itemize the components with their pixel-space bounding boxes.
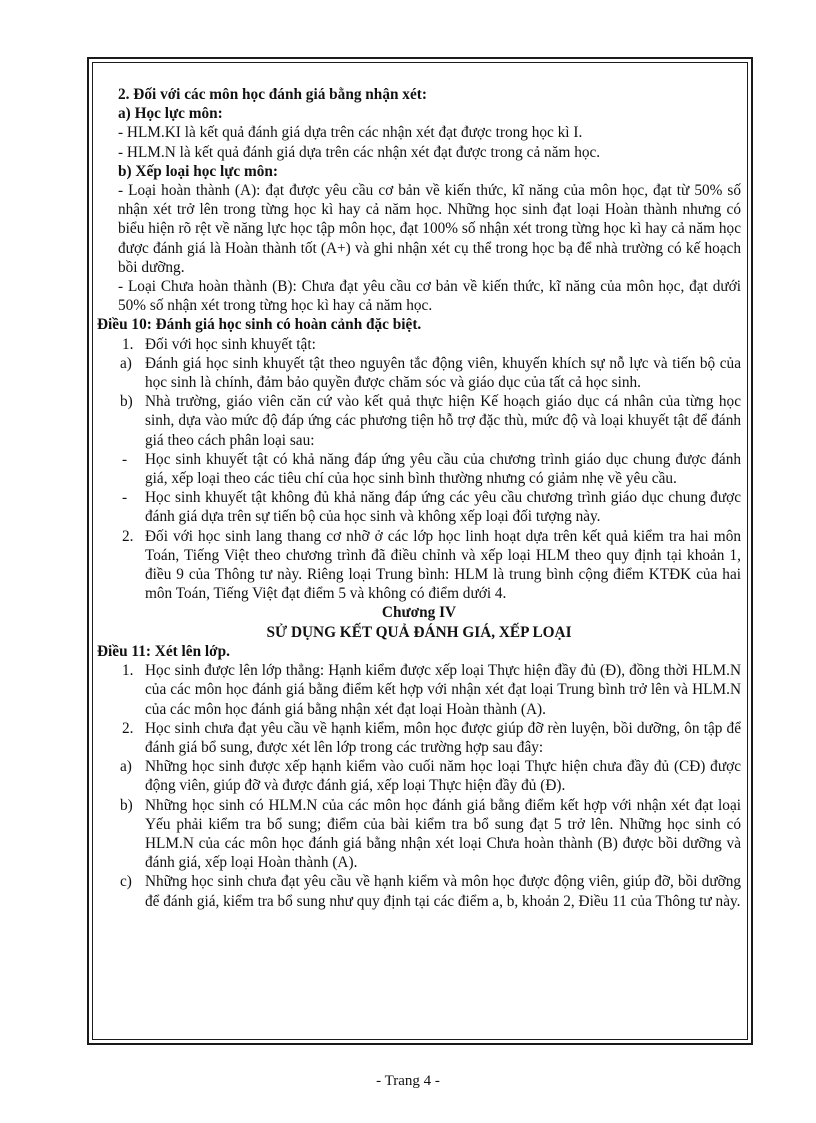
list-item-11-2b [97,796,741,873]
list-item-10-1b [97,392,741,450]
list-item-10-1a [97,354,741,392]
list-item-text: Học sinh khuyết tật không đủ khả năng đáp ứng các yêu cầu chương trình giáo dục chung được đánh giá dựa trên sự tiến bộ của học sinh và không xếp loại đối tượng này. [145,489,741,526]
list-marker: 2. [122,527,134,545]
list-item-11-2c [97,872,741,910]
paragraph-loai-hoan-thanh: - Loại hoàn thành (A): đạt được yêu cầu cơ bản về kiến thức, kĩ năng của môn học, đạt từ 50% số nhận xét trở lên trong từng học kì hay cả năm học. Những học sinh đạt loại Hoàn thành nhưng có biểu hiện rõ rệt về năng lực học tập môn học, đạt 100% số nhận xét trong từng học kì hay cả năm học được đánh giá là Hoàn thành tốt (A+) và ghi nhận xét cụ thể trong học bạ để nhà trường có kế hoạch bồi dưỡng. [118,182,741,276]
text-line-hlm-ki: - HLM.KI là kết quả đánh giá dựa trên các nhận xét đạt được trong học kì I. [118,124,583,142]
chapter-number: Chương IV [381,604,457,622]
paragraph-loai-chua-hoan-thanh: - Loại Chưa hoàn thành (B): Chưa đạt yêu cầu cơ bản về kiến thức, kĩ năng của môn học, đạt dưới 50% số nhận xét trong từng học kì hay cả năm học. [118,278,741,315]
list-marker: b) [120,796,133,814]
list-marker: c) [120,873,132,891]
list-item-text: Đánh giá học sinh khuyết tật theo nguyên tắc động viên, khuyến khích sự nỗ lực và tiến bộ của học sinh là chính, đảm bảo quyền được chăm sóc và giáo dục của tất cả học sinh. [145,354,741,392]
list-marker: 1. [122,662,134,680]
list-marker: a) [120,354,132,372]
list-item-text: Đối với học sinh lang thang cơ nhỡ ở các lớp học linh hoạt dựa trên kết quả kiểm tra hai môn Toán, Tiếng Việt theo chương trình đã điều chỉnh và xếp loại HLM theo quy định tại khoản 1, điều 9 của Thông tư này. Riêng loại Trung bình: HLM là trung bình cộng điểm KTĐK của hai môn Toán, Tiếng Việt đạt điểm 5 và không có điểm dưới 4. [145,527,741,603]
article-10-heading: Điều 10: Đánh giá học sinh có hoàn cảnh đặc biệt. [97,316,422,334]
document-body [97,85,741,911]
subheading-hoc-luc-mon: a) Học lực môn: [118,105,223,123]
text-line-hlm-n: - HLM.N là kết quả đánh giá dựa trên các nhận xét đạt được trong cả năm học. [118,143,601,161]
list-item-text: Học sinh khuyết tật có khả năng đáp ứng yêu cầu của chương trình giáo dục chung được đánh giá, xếp loại theo các tiêu chí của học sinh bình thường nhưng có giảm nhẹ về yêu cầu. [145,450,741,488]
list-marker: b) [120,393,133,411]
list-item-11-1 [97,661,741,719]
chapter-title: SỬ DỤNG KẾT QUẢ ĐÁNH GIÁ, XẾP LOẠI [266,623,572,641]
list-item-11-2 [97,719,741,757]
list-marker: a) [120,758,132,776]
list-item-text: Những học sinh chưa đạt yêu cầu về hạnh kiểm và môn học được động viên, giúp đỡ, bồi dưỡng để đánh giá, kiểm tra bổ sung như quy định tại các điểm a, b, khoản 2, Điều 11 của Thông tư này. [145,873,741,910]
list-marker: - [122,450,128,468]
list-item-text: Nhà trường, giáo viên căn cứ vào kết quả thực hiện Kế hoạch giáo dục cá nhân của từng học sinh, dựa vào mức độ đáp ứng các phương tiện hỗ trợ đặc thù, mức độ và loại khuyết tật để đánh giá theo cách phân loại sau: [145,393,741,449]
list-item-text: Học sinh được lên lớp thẳng: Hạnh kiểm được xếp loại Thực hiện đầy đủ (Đ), đồng thời HLM.N của các môn học đánh giá bằng điểm kết hợp với nhận xét đạt loại Trung bình trở lên và HLM.N của các môn học đánh giá bằng nhận xét đạt loại Hoàn thành (A). [145,662,741,718]
subheading-xep-loai: b) Xếp loại học lực môn: [118,162,279,180]
list-item-text: Đối với học sinh khuyết tật: [145,335,316,353]
page-number-footer: - Trang 4 - [376,1073,440,1089]
list-item-text: Những học sinh được xếp hạnh kiểm vào cuối năm học loại Thực hiện chưa đầy đủ (CĐ) được động viên, giúp đỡ và được đánh giá, xếp loại Thực hiện đầy đủ (Đ). [145,758,741,795]
list-item-text: Những học sinh có HLM.N của các môn học đánh giá bằng điểm kết hợp với nhận xét đạt loại Yếu phải kiểm tra bổ sung; điểm của bài kiểm tra bổ sung đạt 5 trở lên. Những học sinh có HLM.N của các môn học đánh giá bằng nhận xét loại Chưa hoàn thành (B) được bồi dưỡng và đánh giá, xếp loại Hoàn thành (A). [145,796,741,872]
list-marker: 1. [122,335,134,353]
list-item-10-2 [97,527,741,604]
article-11-heading: Điều 11: Xét lên lớp. [97,642,230,660]
list-item-11-2a [97,757,741,795]
list-item-text: Học sinh chưa đạt yêu cầu về hạnh kiểm, môn học được giúp đỡ rèn luyện, bồi dưỡng, ôn tập để đánh giá bổ sung, được xét lên lớp trong các trường hợp sau đây: [145,719,741,756]
section-heading-2: 2. Đối với các môn học đánh giá bằng nhận xét: [118,86,427,103]
list-item-10-1 [97,335,741,354]
list-marker: 2. [122,719,134,737]
list-item-10-dash1 [97,450,741,488]
list-marker: - [122,489,128,507]
list-item-10-dash2 [97,488,741,526]
